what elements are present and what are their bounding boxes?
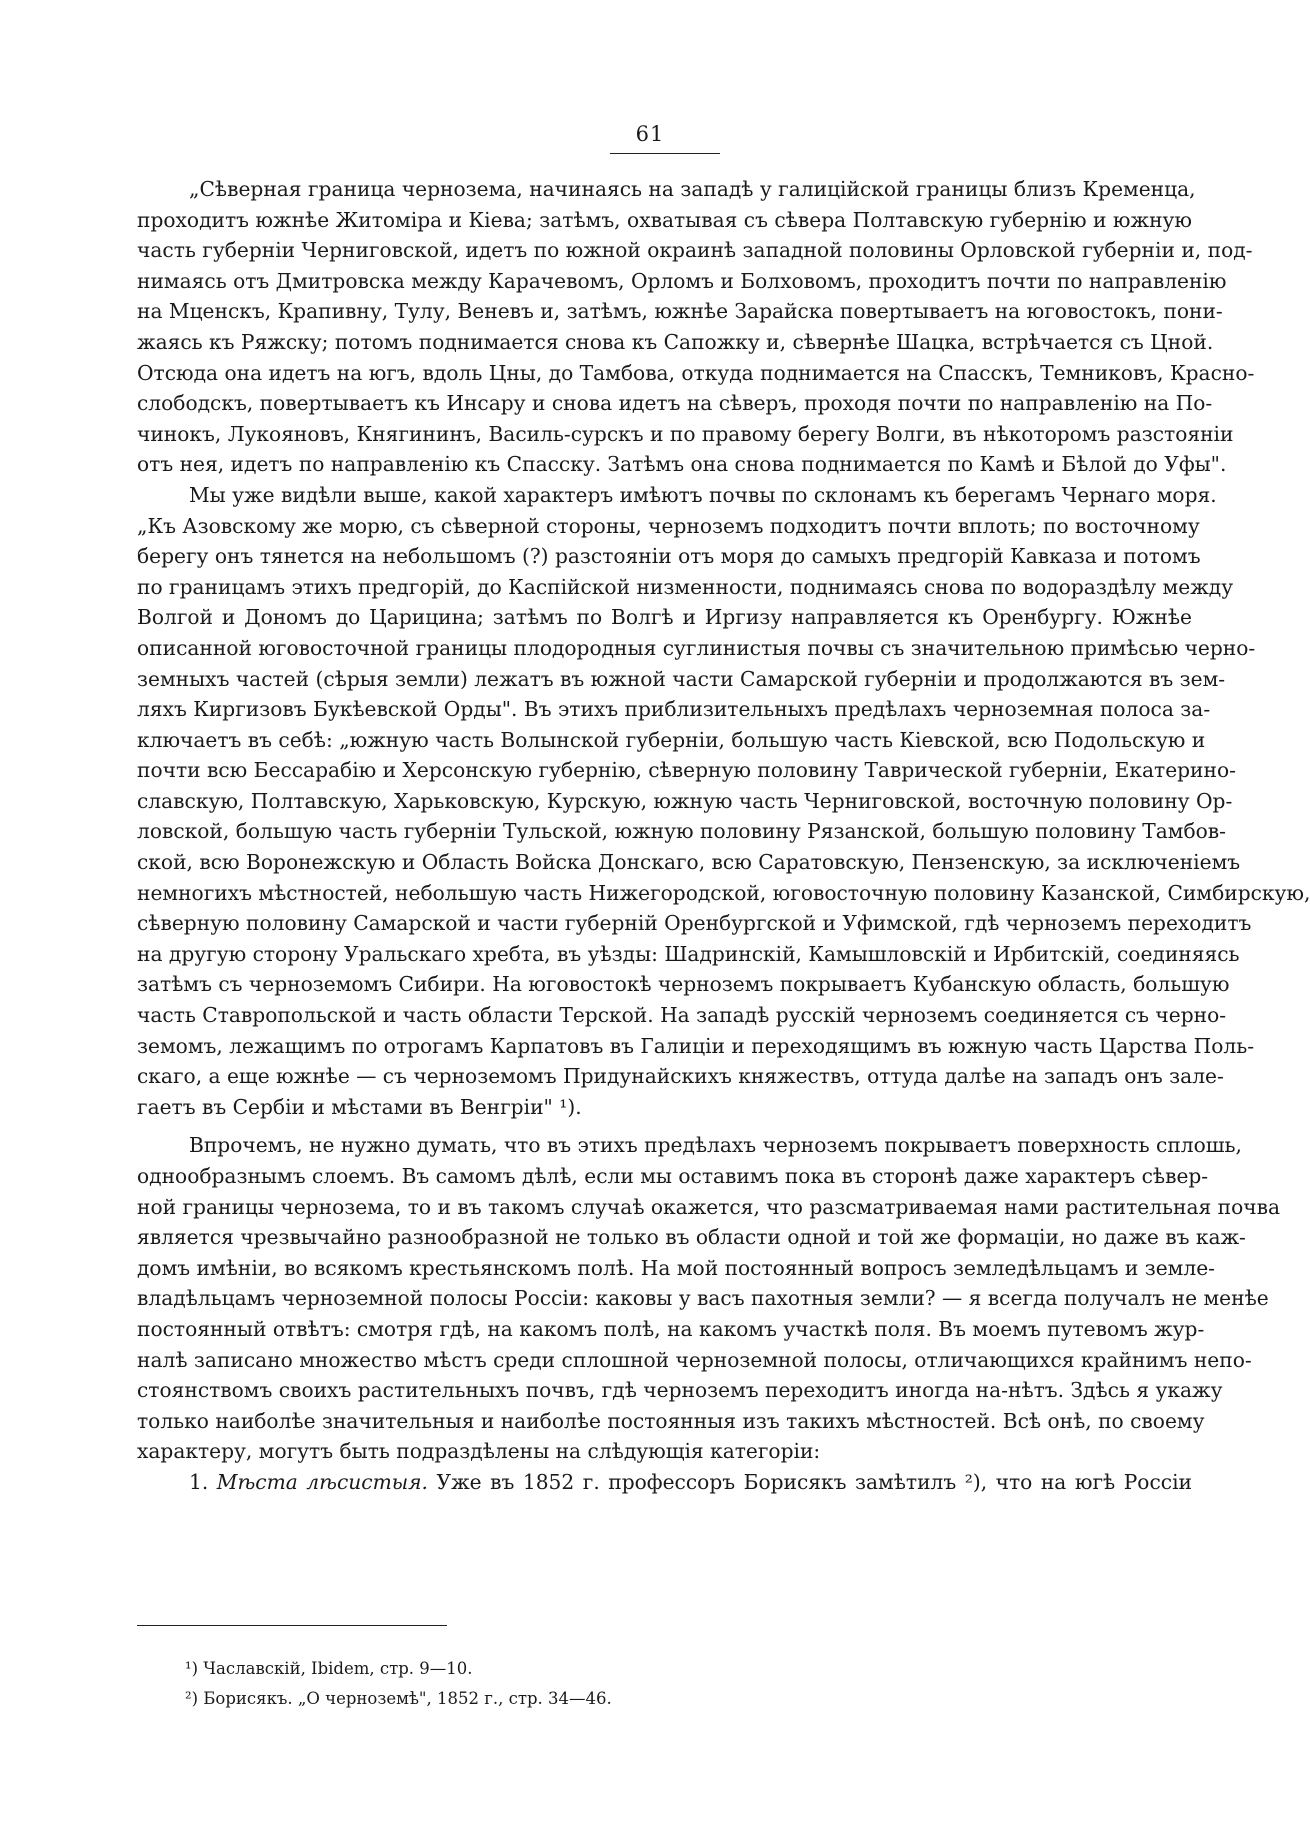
- text-line: ключаетъ въ себѣ: „южную часть Волынской губерніи, большую часть Кіевской, всю Подольскую и: [137, 727, 1206, 752]
- footnotes: [185, 1654, 612, 1714]
- text-line: ляхъ Киргизовъ Букѣевской Орды". Въ этихъ приблизительныхъ предѣлахъ черноземная полоса за-: [137, 697, 1211, 722]
- text-line: почти всю Бессарабію и Херсонскую губернію, сѣверную половину Таврической губерніи, Екатерино-: [137, 758, 1236, 783]
- text-line: ской, всю Воронежскую и Область Войска Донскаго, всю Саратовскую, Пензенскую, за исключеніемъ: [137, 850, 1241, 875]
- body-text: [137, 174, 1310, 1498]
- text-line: ной границы чернозема, то и въ такомъ случаѣ окажется, что разсматриваемая нами растительная почва: [137, 1194, 1281, 1219]
- text-line: постоянный отвѣтъ: смотря гдѣ, на какомъ полѣ, на какомъ участкѣ поля. Въ моемъ путевомъ жур-: [137, 1316, 1205, 1341]
- text-line: ловской, большую часть губерніи Тульской, южную половину Рязанской, большую половину Тамбов-: [137, 819, 1226, 844]
- list-item-heading: Мѣста лѣсистыя.: [216, 1469, 428, 1494]
- text-line: домъ имѣніи, во всякомъ крестьянскомъ полѣ. На мой постоянный вопросъ земледѣльцамъ и земле-: [137, 1255, 1215, 1280]
- text-line: владѣльцамъ черноземной полосы Россіи: каковы у васъ пахотныя земли? — я всегда получалъ не менѣе: [137, 1286, 1269, 1311]
- list-item-number: 1.: [189, 1469, 209, 1494]
- text-line: является чрезвычайно разнообразной не только въ области одной и той же формаціи, но даже въ каж-: [137, 1225, 1246, 1250]
- text-line: описанной юговосточной границы плодородныя суглинистыя почвы съ значительною примѣсью черно-: [137, 635, 1256, 660]
- footnote-2: ²) Борисякъ. „О черноземѣ", 1852 г., стр. 34—46.: [185, 1689, 612, 1708]
- text-line: земныхъ частей (сѣрыя земли) лежатъ въ южной части Самарской губерніи и продолжаются въ зем-: [137, 666, 1226, 691]
- text-line: стоянствомъ своихъ растительныхъ почвъ, гдѣ черноземъ переходитъ иногда на-нѣтъ. Здѣсь я укажу: [137, 1378, 1223, 1403]
- text-line: Отсюда она идетъ на югъ, вдоль Цны, до Тамбова, откуда поднимается на Спасскъ, Темниковъ, Красно-: [137, 360, 1255, 385]
- text-line: проходитъ южнѣе Житоміра и Кіева; затѣмъ, охватывая съ сѣвера Полтавскую губернію и южную: [137, 207, 1192, 232]
- text-line: сѣверную половину Самарской и части губерній Оренбургской и Уфимской, гдѣ черноземъ переходитъ: [137, 911, 1252, 936]
- text-line: Волгой и Дономъ до Царицина; затѣмъ по Волгѣ и Иргизу направляется къ Оренбургу. Южнѣе: [137, 605, 1192, 630]
- text-line: отъ нея, идетъ по направленію къ Спасску. Затѣмъ она снова поднимается по Камѣ и Бѣлой до Уфы".: [137, 452, 1227, 477]
- text-line: однообразнымъ слоемъ. Въ самомъ дѣлѣ, если мы оставимъ пока въ сторонѣ даже характеръ сѣвер-: [137, 1164, 1209, 1188]
- text-line: „Сѣверная граница чернозема, начинаясь на западѣ у галиційской границы близъ Кременца,: [189, 177, 1196, 201]
- text-line: гаетъ въ Сербіи и мѣстами въ Венгріи" ¹).: [137, 1094, 582, 1119]
- text-line: затѣмъ съ черноземомъ Сибири. На юговостокѣ черноземъ покрываетъ Кубанскую область, большую: [137, 972, 1230, 997]
- footnote-1: ¹) Чаславскій, Ibidem, стр. 9—10.: [185, 1659, 473, 1678]
- footnote-rule: [137, 1625, 447, 1626]
- text-line: Мы уже видѣли выше, какой характеръ имѣютъ почвы по склонамъ къ берегамъ Чернаго моря.: [189, 482, 1217, 507]
- list-item-text: Уже въ 1852 г. профессоръ Борисякъ замѣтилъ ²), что на югѣ Россіи: [436, 1469, 1192, 1494]
- text-line: Впрочемъ, не нужно думать, что въ этихъ предѣлахъ черноземъ покрываетъ поверхность сплошь,: [189, 1133, 1242, 1158]
- text-line: славскую, Полтавскую, Харьковскую, Курскую, южную часть Черниговской, восточную половину Ор-: [137, 788, 1233, 813]
- text-line: скаго, а еще южнѣе — съ черноземомъ Придунайскихъ княжествъ, оттуда далѣе на западъ онъ зале-: [137, 1064, 1224, 1089]
- text-line: земомъ, лежащимъ по отрогамъ Карпатовъ въ Галиціи и переходящимъ въ южную часть Царства Поль-: [137, 1033, 1255, 1058]
- text-line: чинокъ, Лукояновъ, Княгининъ, Василь-сурскъ и по правому берегу Волги, въ нѣкоторомъ разстояніи: [137, 421, 1234, 446]
- text-line: только наиболѣе значительныя и наиболѣе постоянныя изъ такихъ мѣстностей. Всѣ онѣ, по своему: [137, 1408, 1205, 1433]
- page-number-rule: [610, 153, 720, 154]
- text-line: жаясь къ Ряжску; потомъ поднимается снова къ Сапожку и, сѣвернѣе Шацка, встрѣчается съ Цной.: [137, 329, 1214, 354]
- text-line: часть губерніи Черниговской, идетъ по южной окраинѣ западной половины Орловской губерніи и, под-: [137, 238, 1253, 263]
- text-line: слободскъ, повертываетъ къ Инсару и снова идетъ на сѣверъ, проходя почти по направленію на По-: [137, 391, 1213, 416]
- text-line: характеру, могутъ быть подраздѣлены на слѣдующія категоріи:: [137, 1439, 821, 1464]
- text-line: налѣ записано множество мѣстъ среди сплошной черноземной полосы, отличающихся крайнимъ непо-: [137, 1347, 1252, 1372]
- text-line: на другую сторону Уральскаго хребта, въ уѣзды: Шадринскій, Камышловскій и Ирбитскій, соединяясь: [137, 941, 1240, 966]
- list-item-1: [137, 1467, 1192, 1498]
- text-line: берегу онъ тянется на небольшомъ (?) разстояніи отъ моря до самыхъ предгорій Кавказа и потомъ: [137, 544, 1201, 569]
- page-number: 61: [635, 122, 665, 146]
- text-line: немногихъ мѣстностей, небольшую часть Нижегородской, юговосточную половину Казанской, Симбирскую,: [137, 880, 1310, 905]
- text-line: нимаясь отъ Дмитровска между Карачевомъ, Орломъ и Болховомъ, проходитъ почти по направленію: [137, 268, 1227, 293]
- text-line: „Къ Азовскому же морю, съ сѣверной стороны, черноземъ подходитъ почти вплоть; по восточному: [137, 513, 1200, 538]
- text-line: по границамъ этихъ предгорій, до Каспійской низменности, поднимаясь снова по водораздѣлу между: [137, 574, 1234, 599]
- text-line: на Мценскъ, Крапивну, Тулу, Веневъ и, затѣмъ, южнѣе Зарайска повертываетъ на юговостокъ, пони-: [137, 299, 1223, 324]
- text-line: часть Ставропольской и часть области Терской. На западѣ русскій черноземъ соединяется съ черно-: [137, 1003, 1227, 1028]
